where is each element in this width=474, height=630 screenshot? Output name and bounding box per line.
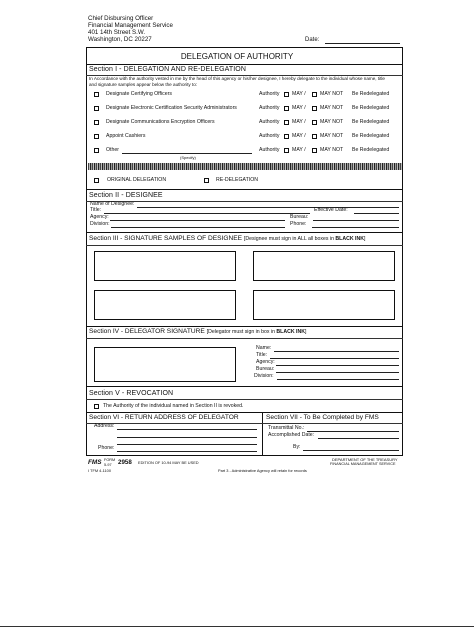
designee-bureau-label: Bureau: [290,214,309,220]
item-checkbox[interactable] [94,148,99,153]
item-checkbox[interactable] [94,134,99,139]
return-phone-label: Phone: [98,445,115,451]
designee-signature-box-2[interactable] [253,251,395,281]
other-specify-field[interactable] [122,153,252,154]
may-not-checkbox[interactable] [312,148,317,153]
footer-form-number: 2958 [118,459,132,466]
may-checkbox[interactable] [284,134,289,139]
item-checkbox[interactable] [94,120,99,125]
form-title: DELEGATION OF AUTHORITY [180,52,294,61]
return-address-label: Address: [94,423,115,429]
accomplished-date-field[interactable] [318,438,399,439]
item-checkbox[interactable] [94,92,99,97]
scan-edge [0,626,474,627]
divider [86,386,403,387]
column-divider [262,412,263,456]
shaded-divider [88,163,402,170]
return-phone-field[interactable] [117,451,257,452]
footer-form-label: FORM [104,458,116,462]
accomplished-date-label: Accomplished Date: [268,432,315,438]
section4-note-bold: BLACK INK [276,329,305,335]
footer-dept-2: FINANCIAL MANAGEMENT SERVICE [330,462,396,466]
may-checkbox[interactable] [284,120,289,125]
delegator-agency-label: Agency: [256,359,275,365]
return-address-line-3[interactable] [117,444,257,445]
date-label: Date: [305,37,320,43]
footer-edition: EDITION OF 10-94 MAY BE USED [138,460,199,465]
divider [86,412,403,413]
address-line-1: Chief Disbursing Officer [88,15,154,22]
effective-date-field[interactable] [354,213,399,214]
divider [86,245,403,246]
footer-tfm: I TFM 4-1100 [88,468,111,473]
authority-label: Authority [259,105,280,111]
delegator-bureau-field[interactable] [276,372,399,373]
revocation-text: The Authority of the individual named in Section II is revoked. [103,403,244,409]
authority-label: Authority [259,119,280,125]
address-line-4: Washington, DC 20227 [88,36,152,43]
may-not-label: MAY NOT [320,119,344,125]
effective-date-label: Effective Date: [314,207,348,213]
designee-phone-field[interactable] [312,227,399,228]
section2-title: Section II - DESIGNEE [89,192,163,199]
delegator-agency-field[interactable] [276,365,399,366]
may-not-checkbox[interactable] [312,120,317,125]
may-not-label: MAY NOT [320,91,344,97]
specify-label: (Specify) [180,155,196,160]
section3-note-pre: [Designee must sign in ALL all boxes in [243,236,336,242]
section1-intro-1: In Accordance with the authority vested in me by the head of this agency or his/her designee, I hereby delegate to the individual whose name, title [89,76,385,81]
item-label: Designate Electronic Certification Security Administrators [106,105,237,111]
divider [86,189,403,190]
divider [86,326,403,327]
authority-label: Authority [259,91,280,97]
section4-note-pre: [Delegator must sign in box in [206,329,277,335]
section1-intro-2: and signature samples appear below the authority to: [89,82,198,87]
designee-agency-label: Agency: [90,214,109,220]
may-label: MAY / [292,119,306,125]
divider [86,423,403,424]
footer-form-date: 5-97 [104,463,112,467]
item-checkbox[interactable] [94,106,99,111]
authority-label: Authority [259,133,280,139]
footer-dept-1: DEPARTMENT OF THE TREASURY [332,457,398,462]
may-label: MAY / [292,91,306,97]
may-checkbox[interactable] [284,106,289,111]
redelegated-label: Be Redelegated [352,91,390,97]
may-checkbox[interactable] [284,148,289,153]
designee-title-field[interactable] [104,213,310,214]
designee-name-field[interactable] [137,207,399,208]
may-label: MAY / [292,147,306,153]
redelegation-label: RE-DELEGATION [216,177,258,183]
designee-name-label: Name of Designee: [90,201,135,207]
section7-title: Section VII - To Be Completed by FMS [266,414,379,421]
footer-part: Part 3 - Administrative Agency will retain for records [218,468,307,473]
original-delegation-checkbox[interactable] [94,178,99,183]
redelegation-checkbox[interactable] [204,178,209,183]
may-not-checkbox[interactable] [312,92,317,97]
section6-title: Section VI - RETURN ADDRESS OF DELEGATOR [89,414,239,421]
may-not-label: MAY NOT [320,147,344,153]
section3-title: Section III - SIGNATURE SAMPLES OF DESIGNEE [89,235,243,242]
item-label: Designate Certifying Officers [106,91,172,97]
address-line-2: Financial Management Service [88,22,173,29]
section4-title: Section IV - DELEGATOR SIGNATURE [89,328,205,335]
may-not-checkbox[interactable] [312,134,317,139]
item-label: Appoint Cashiers [106,133,146,139]
section4-note [207,329,307,335]
transmittal-field[interactable] [307,431,399,432]
transmittal-label: Transmittal No.: [268,425,305,431]
divider [86,399,403,400]
section4-heading [89,329,306,336]
section3-note [244,236,366,242]
designee-signature-box-1[interactable] [94,251,236,281]
designee-title-label: Title: [90,207,102,213]
item-label: Other [106,147,119,153]
section3-note-bold: BLACK INK [335,236,364,242]
designee-signature-box-4[interactable] [253,290,395,320]
designee-signature-box-3[interactable] [94,290,236,320]
authority-label: Authority [259,147,280,153]
divider [86,338,403,339]
may-not-label: MAY NOT [320,133,344,139]
address-line-3: 401 14th Street S.W. [88,29,146,36]
by-label: By: [293,444,301,450]
section5-title: Section V - REVOCATION [89,390,174,397]
designee-division-label: Division: [90,221,110,227]
section1-title: Section I - DELEGATION AND RE-DELEGATION [89,66,246,73]
redelegated-label: Be Redelegated [352,133,390,139]
footer-fms: FMS [88,459,102,466]
delegator-division-field[interactable] [277,379,399,380]
designee-phone-label: Phone: [290,221,307,227]
section4-note-post: ] [304,329,307,335]
delegator-division-label: Division: [254,373,274,379]
may-label: MAY / [292,105,306,111]
revocation-checkbox[interactable] [94,404,99,409]
redelegated-label: Be Redelegated [352,147,390,153]
delegator-bureau-label: Bureau: [256,366,275,372]
may-not-checkbox[interactable] [312,106,317,111]
delegator-signature-box[interactable] [94,347,236,382]
item-label: Designate Communications Encryption Officers [106,119,215,125]
designee-division-field[interactable] [111,227,285,228]
may-not-label: MAY NOT [320,105,344,111]
divider [86,232,403,233]
delegator-name-label: Name: [256,345,272,351]
divider [86,64,403,65]
may-label: MAY / [292,133,306,139]
delegator-title-field[interactable] [270,358,399,359]
designee-agency-field[interactable] [110,220,285,221]
original-delegation-label: ORIGINAL DELEGATION [107,177,167,183]
by-field[interactable] [303,450,399,451]
section3-note-post: ] [363,236,366,242]
return-address-line-1[interactable] [117,429,257,430]
return-address-line-2[interactable] [117,437,257,438]
delegator-name-field[interactable] [274,351,399,352]
redelegated-label: Be Redelegated [352,119,390,125]
designee-bureau-field[interactable] [313,220,399,221]
redelegated-label: Be Redelegated [352,105,390,111]
section3-heading [89,236,365,243]
date-field[interactable] [325,43,400,44]
delegator-title-label: Title: [256,352,268,358]
may-checkbox[interactable] [284,92,289,97]
